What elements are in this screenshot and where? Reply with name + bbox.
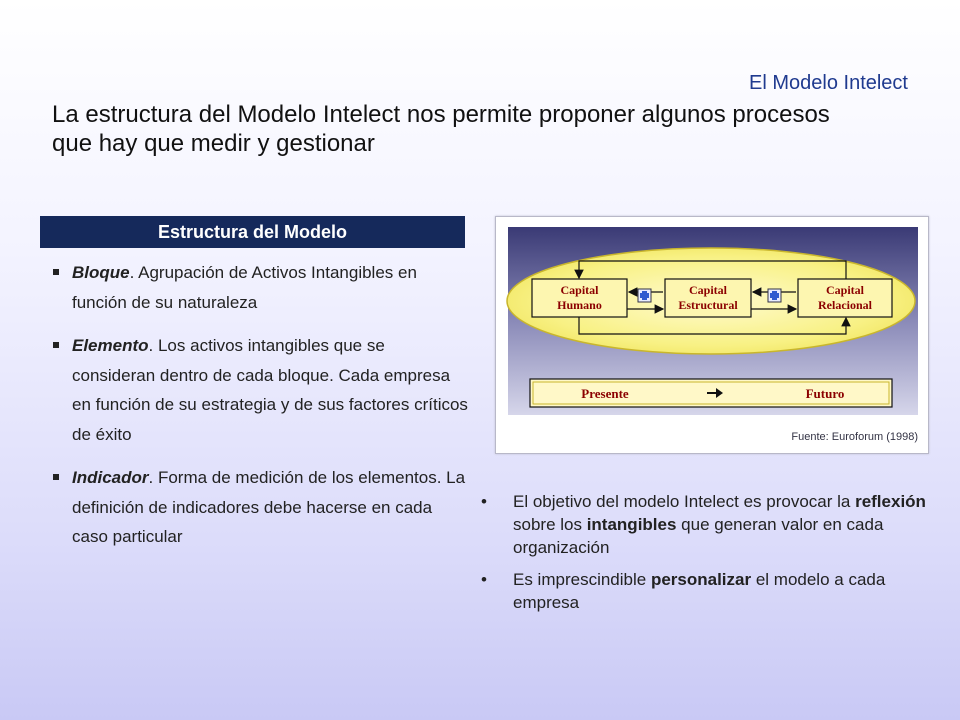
key-point-text (513, 490, 938, 559)
definition-indicador (40, 463, 470, 552)
definition-term: Elemento (72, 336, 149, 355)
box-label-line1: Capital (825, 283, 865, 297)
key-points (478, 490, 938, 623)
definition-list (40, 258, 470, 566)
text-run: El objetivo del modelo Intelect es provocar la (513, 492, 856, 511)
square-bullet-icon (40, 258, 72, 317)
intellectual-capital-diagram (495, 216, 929, 454)
figure-caption: Fuente: Euroforum (1998) (791, 431, 918, 443)
definition-body: . Los activos intangibles que se consideran dentro de cada bloque. Cada empresa en función de su estrategia y de sus factores críticos de éxito (72, 336, 468, 444)
emphasis-intangibles: intangibles (586, 515, 677, 534)
section-title-bar: Estructura del Modelo (40, 216, 465, 248)
slide-topic: El Modelo Intelect (749, 72, 908, 94)
box-label-line2: Relacional (818, 298, 872, 312)
square-bullet-icon (40, 463, 72, 552)
bullet-dot-icon: • (481, 492, 487, 511)
timeline-start-label: Presente (581, 386, 629, 401)
definition-text (72, 463, 470, 552)
diagram-canvas (496, 217, 928, 453)
definition-term: Indicador (72, 468, 149, 487)
box-label-line1: Capital (688, 283, 728, 297)
key-point-personalize (478, 568, 938, 614)
definition-bloque (40, 258, 470, 317)
timeline-end-label: Futuro (805, 386, 845, 401)
plus-icon (768, 289, 781, 302)
timeline-bar (530, 379, 892, 407)
capital-relacional-box (798, 279, 892, 317)
box-label-line2: Humano (557, 298, 602, 312)
key-point-text (513, 568, 938, 614)
box-label-line2: Estructural (678, 298, 738, 312)
definition-term: Bloque (72, 263, 130, 282)
slide-headline: La estructura del Modelo Intelect nos permite proponer algunos procesos que hay que medir y gestionar (52, 101, 830, 157)
emphasis-personalizar: personalizar (650, 570, 752, 589)
bullet-dot-icon: • (481, 570, 487, 589)
box-label-line1: Capital (560, 283, 599, 297)
square-bullet-icon (40, 331, 72, 449)
capital-humano-box (532, 279, 627, 317)
key-point-objective (478, 490, 938, 559)
text-run: que generan valor en cada organización (513, 515, 884, 557)
definition-text (72, 331, 470, 449)
definition-body: . Agrupación de Activos Intangibles en función de su naturaleza (72, 263, 417, 312)
definition-body: . Forma de medición de los elementos. La definición de indicadores debe hacerse en cada caso particular (72, 468, 466, 546)
emphasis-reflexion: reflexión (855, 492, 926, 511)
definition-text (72, 258, 470, 317)
text-run: sobre los (513, 515, 587, 534)
capital-estructural-box (665, 279, 751, 317)
definition-elemento (40, 331, 470, 449)
plus-icon (638, 289, 651, 302)
text-run: Es imprescindible (513, 570, 651, 589)
text-run: el modelo a cada empresa (513, 570, 886, 612)
